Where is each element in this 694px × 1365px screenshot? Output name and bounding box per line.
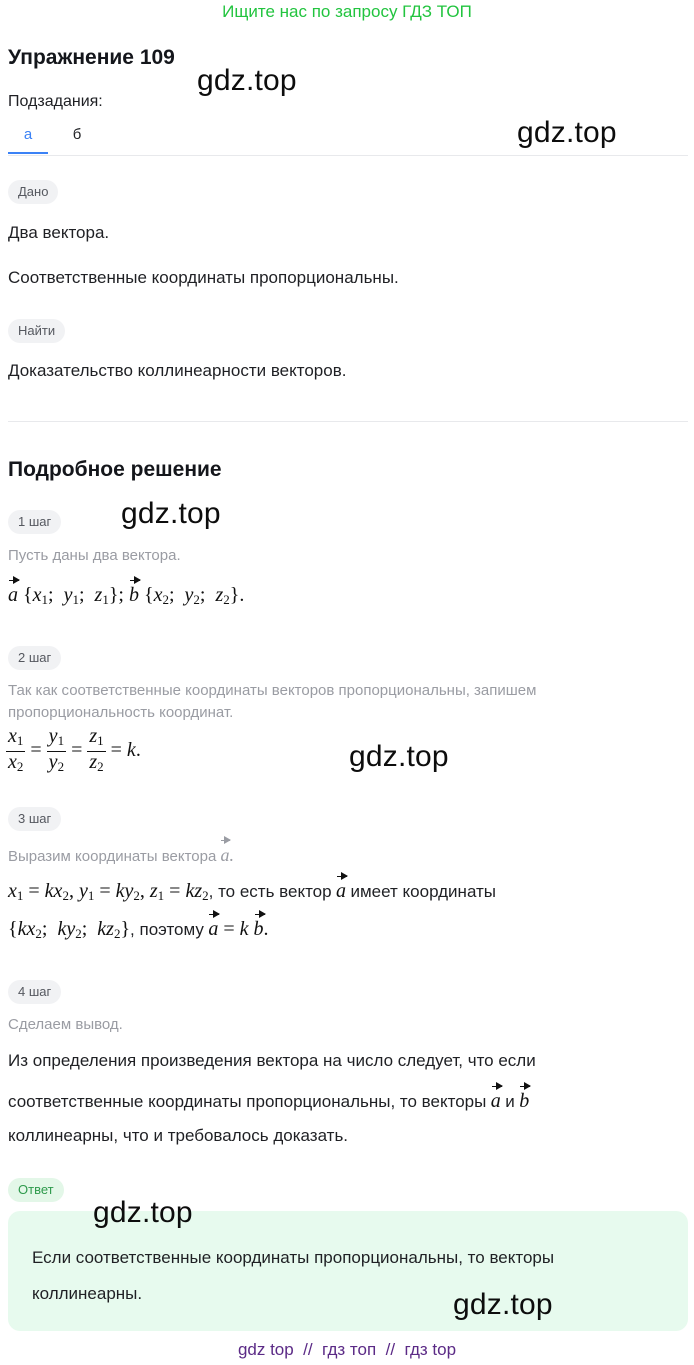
- solution-title: Подробное решение: [8, 458, 222, 481]
- step-4-badge: 4 шаг: [8, 980, 61, 1004]
- step-4-line-1: Из определения произведения вектора на число следует, что если: [8, 1051, 536, 1070]
- divider: [8, 155, 688, 156]
- page-title: Упражнение 109: [8, 46, 175, 69]
- find-badge: Найти: [8, 319, 65, 343]
- answer-line-2: коллинеарны.: [32, 1284, 143, 1303]
- watermark: gdz.top: [121, 497, 221, 530]
- watermark: gdz.top: [517, 116, 617, 149]
- watermark: gdz.top: [93, 1196, 193, 1229]
- step-2-note: Так как соответственные координаты векторов пропорциональны, запишем пропорциональность координат.: [8, 682, 537, 721]
- step-3-text-a: , то есть вектор: [208, 882, 332, 901]
- answer-line-1: Если соответственные координаты пропорциональны, то векторы: [32, 1248, 555, 1267]
- step-3-line-1: $x_1 = kx_2$, $y_1 = ky_2$, $z_1 = kz_2$, то есть вектор a имеет координаты: [8, 872, 496, 904]
- given-badge: Дано: [8, 180, 58, 204]
- watermark: gdz.top: [349, 740, 449, 773]
- answer-badge: Ответ: [8, 1178, 64, 1202]
- step-3-note: Выразим координаты вектора: [8, 848, 217, 865]
- step-4-line-2-and: и: [505, 1092, 515, 1111]
- step-1-formula: a {$x_1$; $y_1$; $z_1$}; b {$x_2$; $y_2$; $z_2$}.: [8, 576, 244, 608]
- step-4-note: Сделаем вывод.: [8, 1016, 123, 1033]
- answer-text: [32, 1240, 652, 1312]
- step-3-text-c: , поэтому: [130, 920, 204, 939]
- step-2-formula: $\frac{x_1}{x_2}$ = $\frac{y_1}{y_2}$ = $\frac{z_1}{z_2}$ = k.: [8, 725, 141, 774]
- step-4-line-3: коллинеарны, что и требовалось доказать.: [8, 1126, 349, 1145]
- search-hint-banner[interactable]: Ищите нас по запросу ГДЗ ТОП: [222, 2, 472, 21]
- footer-links[interactable]: gdz top // гдз топ // гдз top: [237, 1340, 457, 1359]
- watermark: gdz.top: [453, 1288, 553, 1321]
- step-3-line-2: {$kx_2$; $ky_2$; $kz_2$}, поэтому a = k b.: [8, 910, 269, 942]
- step-1-badge: 1 шаг: [8, 510, 61, 534]
- tab-b[interactable]: б: [72, 126, 82, 143]
- step-4-line-2: соответственные координаты пропорциональны, то векторы: [8, 1092, 487, 1111]
- find-line-1: Доказательство коллинеарности векторов.: [8, 361, 347, 380]
- step-3-text-b: имеет координаты: [350, 882, 497, 901]
- step-1-note: Пусть даны два вектора.: [8, 547, 181, 564]
- subtasks-label: Подзадания:: [8, 93, 103, 110]
- watermark: gdz.top: [197, 64, 297, 97]
- given-line-2: Соответственные координаты пропорциональны.: [8, 268, 399, 287]
- step-4-line-2-row: соответственные координаты пропорциональны, то векторы a и b: [8, 1082, 529, 1113]
- divider: [8, 421, 688, 422]
- step-2-badge: 2 шаг: [8, 646, 61, 670]
- active-tab-indicator: [8, 152, 48, 154]
- step-3-badge: 3 шаг: [8, 807, 61, 831]
- tab-a[interactable]: а: [23, 126, 33, 143]
- given-line-1: Два вектора.: [8, 223, 110, 242]
- step-3-note-row: Выразим координаты вектора a.: [8, 836, 234, 868]
